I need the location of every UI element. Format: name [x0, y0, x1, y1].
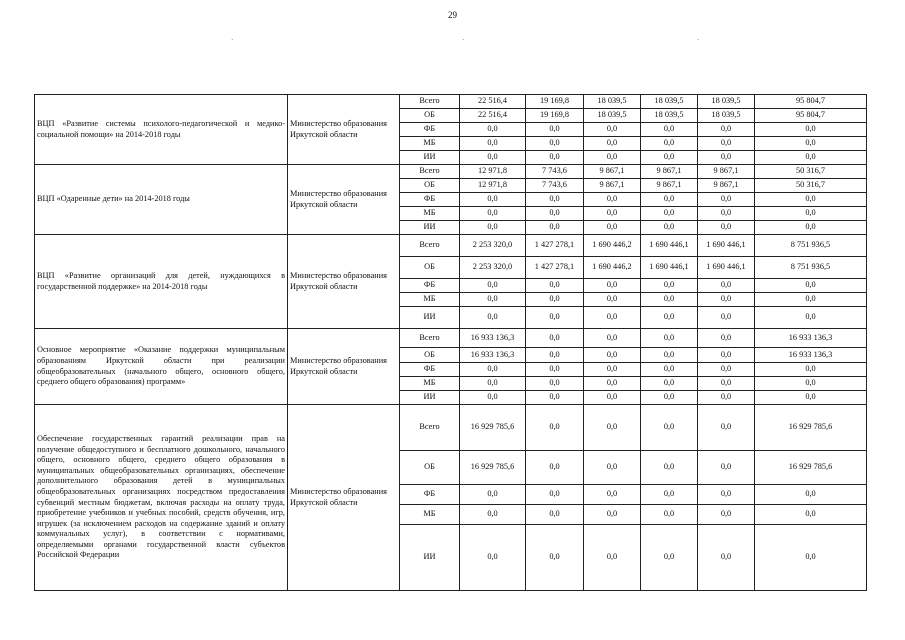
- table-row: [35, 165, 867, 179]
- year-value: 19 169,8: [526, 109, 584, 123]
- year-value: 0,0: [698, 377, 755, 391]
- year-value: 0,0: [526, 348, 584, 363]
- year-value: 22 516,4: [460, 95, 526, 109]
- total-value: 8 751 936,5: [755, 235, 867, 257]
- table-row: [35, 329, 867, 348]
- year-value: 0,0: [641, 451, 698, 485]
- year-value: 0,0: [526, 525, 584, 591]
- year-value: 0,0: [641, 151, 698, 165]
- funding-source: ОБ: [400, 257, 460, 279]
- year-value: 0,0: [584, 348, 641, 363]
- year-value: 19 169,8: [526, 95, 584, 109]
- year-value: 0,0: [584, 207, 641, 221]
- total-value: 0,0: [755, 221, 867, 235]
- total-value: 16 933 136,3: [755, 329, 867, 348]
- year-value: 18 039,5: [584, 95, 641, 109]
- total-value: 50 316,7: [755, 165, 867, 179]
- year-value: 18 039,5: [584, 109, 641, 123]
- year-value: 0,0: [641, 363, 698, 377]
- year-value: 1 690 446,2: [584, 235, 641, 257]
- funding-source: ФБ: [400, 485, 460, 505]
- year-value: 0,0: [698, 193, 755, 207]
- year-value: 0,0: [698, 405, 755, 451]
- year-value: 18 039,5: [698, 95, 755, 109]
- year-value: 0,0: [641, 485, 698, 505]
- year-value: 0,0: [641, 525, 698, 591]
- year-value: 12 971,8: [460, 179, 526, 193]
- year-value: 0,0: [460, 485, 526, 505]
- year-value: 0,0: [641, 193, 698, 207]
- total-value: 0,0: [755, 525, 867, 591]
- year-value: 0,0: [641, 137, 698, 151]
- total-value: 95 804,7: [755, 109, 867, 123]
- year-value: 0,0: [698, 391, 755, 405]
- year-value: 1 690 446,1: [698, 235, 755, 257]
- funding-source: ИИ: [400, 151, 460, 165]
- total-value: 16 929 785,6: [755, 451, 867, 485]
- total-value: 0,0: [755, 391, 867, 405]
- year-value: 0,0: [460, 207, 526, 221]
- funding-source: Всего: [400, 329, 460, 348]
- total-value: 0,0: [755, 505, 867, 525]
- total-value: 0,0: [755, 377, 867, 391]
- year-value: 0,0: [584, 193, 641, 207]
- funding-source: ФБ: [400, 123, 460, 137]
- year-value: 0,0: [698, 221, 755, 235]
- year-value: 16 933 136,3: [460, 348, 526, 363]
- scan-dot: ·: [462, 36, 465, 44]
- year-value: 0,0: [526, 405, 584, 451]
- funding-source: ОБ: [400, 348, 460, 363]
- total-value: 0,0: [755, 485, 867, 505]
- total-value: 0,0: [755, 363, 867, 377]
- year-value: 0,0: [526, 363, 584, 377]
- funding-source: МБ: [400, 137, 460, 151]
- year-value: 0,0: [584, 293, 641, 307]
- year-value: 0,0: [641, 123, 698, 137]
- total-value: 0,0: [755, 123, 867, 137]
- year-value: 0,0: [460, 123, 526, 137]
- year-value: 0,0: [584, 221, 641, 235]
- year-value: 0,0: [526, 505, 584, 525]
- year-value: 0,0: [641, 348, 698, 363]
- year-value: 0,0: [460, 193, 526, 207]
- year-value: 0,0: [698, 293, 755, 307]
- year-value: 0,0: [460, 525, 526, 591]
- year-value: 16 933 136,3: [460, 329, 526, 348]
- funding-source: МБ: [400, 293, 460, 307]
- year-value: 0,0: [584, 505, 641, 525]
- year-value: 12 971,8: [460, 165, 526, 179]
- year-value: 0,0: [460, 137, 526, 151]
- year-value: 0,0: [584, 451, 641, 485]
- year-value: 9 867,1: [698, 165, 755, 179]
- responsible-ministry: Министерство образования Иркутской области: [288, 235, 400, 329]
- table-row: [35, 95, 867, 109]
- year-value: 16 929 785,6: [460, 405, 526, 451]
- year-value: 2 253 320,0: [460, 235, 526, 257]
- total-value: 50 316,7: [755, 179, 867, 193]
- responsible-ministry: Министерство образования Иркутской области: [288, 329, 400, 405]
- responsible-ministry: Министерство образования Иркутской области: [288, 95, 400, 165]
- year-value: 0,0: [526, 193, 584, 207]
- program-name: Обеспечение государственных гарантий реализации прав на получение общедоступного и бесплатного дошкольного, начального общего, основного общего, среднего общего образования в муниципальных общеобразовательных организациях, обеспечение дополнительного образования детей в муниципальных общеобразовательных организациях посредством предоставления субвенций местным бюджетам, включая расходы на оплату труда, приобретение учебников и учебных пособий, средств обучения, игр, игрушек (за исключением расходов на содержание зданий и оплату коммунальных услуг), в соответствии с нормативами, определяемыми органами государственной власти субъектов Российской Федерации: [35, 405, 288, 591]
- year-value: 0,0: [526, 485, 584, 505]
- year-value: 9 867,1: [641, 179, 698, 193]
- funding-source: Всего: [400, 165, 460, 179]
- year-value: 0,0: [641, 221, 698, 235]
- year-value: 2 253 320,0: [460, 257, 526, 279]
- year-value: 0,0: [584, 485, 641, 505]
- year-value: 0,0: [526, 391, 584, 405]
- year-value: 0,0: [460, 377, 526, 391]
- scan-dot: ·: [231, 36, 234, 44]
- funding-source: ИИ: [400, 391, 460, 405]
- year-value: 0,0: [460, 279, 526, 293]
- year-value: 7 743,6: [526, 165, 584, 179]
- year-value: 16 929 785,6: [460, 451, 526, 485]
- year-value: 1 427 278,1: [526, 235, 584, 257]
- funding-source: ИИ: [400, 221, 460, 235]
- year-value: 9 867,1: [641, 165, 698, 179]
- year-value: 0,0: [584, 377, 641, 391]
- year-value: 0,0: [698, 363, 755, 377]
- year-value: 0,0: [641, 391, 698, 405]
- year-value: 0,0: [641, 279, 698, 293]
- total-value: 0,0: [755, 293, 867, 307]
- funding-source: ОБ: [400, 109, 460, 123]
- year-value: 0,0: [526, 451, 584, 485]
- year-value: 0,0: [641, 405, 698, 451]
- year-value: 0,0: [698, 485, 755, 505]
- year-value: 0,0: [698, 329, 755, 348]
- program-name: ВЦП «Одаренные дети» на 2014-2018 годы: [35, 165, 288, 235]
- year-value: 0,0: [526, 293, 584, 307]
- total-value: 0,0: [755, 307, 867, 329]
- year-value: 0,0: [584, 329, 641, 348]
- year-value: 0,0: [698, 505, 755, 525]
- funding-source: Всего: [400, 235, 460, 257]
- year-value: 0,0: [641, 307, 698, 329]
- year-value: 0,0: [584, 525, 641, 591]
- total-value: 0,0: [755, 207, 867, 221]
- year-value: 9 867,1: [698, 179, 755, 193]
- funding-source: Всего: [400, 95, 460, 109]
- year-value: 0,0: [526, 221, 584, 235]
- year-value: 0,0: [526, 329, 584, 348]
- year-value: 0,0: [698, 151, 755, 165]
- total-value: 0,0: [755, 279, 867, 293]
- total-value: 16 933 136,3: [755, 348, 867, 363]
- year-value: 0,0: [698, 123, 755, 137]
- responsible-ministry: Министерство образования Иркутской области: [288, 165, 400, 235]
- year-value: 1 427 278,1: [526, 257, 584, 279]
- year-value: 0,0: [526, 123, 584, 137]
- year-value: 0,0: [641, 207, 698, 221]
- funding-source: ФБ: [400, 193, 460, 207]
- year-value: 1 690 446,1: [698, 257, 755, 279]
- funding-source: ФБ: [400, 363, 460, 377]
- year-value: 0,0: [526, 279, 584, 293]
- year-value: 7 743,6: [526, 179, 584, 193]
- year-value: 9 867,1: [584, 165, 641, 179]
- year-value: 1 690 446,1: [641, 257, 698, 279]
- year-value: 0,0: [526, 377, 584, 391]
- year-value: 9 867,1: [584, 179, 641, 193]
- total-value: 95 804,7: [755, 95, 867, 109]
- funding-table: [34, 94, 867, 591]
- year-value: 0,0: [584, 307, 641, 329]
- table-row: [35, 235, 867, 257]
- program-name: ВЦП «Развитие системы психолого-педагогической и медико-социальной помощи» на 2014-2018 годы: [35, 95, 288, 165]
- year-value: 0,0: [698, 137, 755, 151]
- year-value: 22 516,4: [460, 109, 526, 123]
- year-value: 0,0: [460, 221, 526, 235]
- year-value: 1 690 446,1: [641, 235, 698, 257]
- year-value: 1 690 446,2: [584, 257, 641, 279]
- total-value: 0,0: [755, 151, 867, 165]
- year-value: 0,0: [698, 525, 755, 591]
- year-value: 0,0: [698, 207, 755, 221]
- year-value: 0,0: [698, 451, 755, 485]
- funding-source: МБ: [400, 377, 460, 391]
- year-value: 18 039,5: [641, 95, 698, 109]
- year-value: 0,0: [641, 293, 698, 307]
- year-value: 0,0: [460, 505, 526, 525]
- funding-source: ИИ: [400, 525, 460, 591]
- funding-source: ОБ: [400, 179, 460, 193]
- year-value: 0,0: [584, 363, 641, 377]
- year-value: 0,0: [698, 307, 755, 329]
- year-value: 0,0: [698, 348, 755, 363]
- year-value: 0,0: [460, 363, 526, 377]
- funding-source: МБ: [400, 207, 460, 221]
- total-value: 8 751 936,5: [755, 257, 867, 279]
- total-value: 0,0: [755, 137, 867, 151]
- scan-dot: ·: [697, 36, 700, 44]
- year-value: 0,0: [584, 151, 641, 165]
- year-value: 0,0: [641, 329, 698, 348]
- year-value: 0,0: [641, 377, 698, 391]
- year-value: 0,0: [460, 293, 526, 307]
- funding-source: ИИ: [400, 307, 460, 329]
- year-value: 0,0: [584, 279, 641, 293]
- year-value: 0,0: [460, 307, 526, 329]
- year-value: 0,0: [584, 123, 641, 137]
- year-value: 0,0: [460, 391, 526, 405]
- total-value: 16 929 785,6: [755, 405, 867, 451]
- year-value: 0,0: [584, 391, 641, 405]
- year-value: 0,0: [584, 405, 641, 451]
- page-number: 29: [448, 10, 457, 20]
- program-name: Основное мероприятие «Оказание поддержки муниципальным образованиям Иркутской области при реализации общеобразовательных (начального общего, основного общего, среднего общего образования) программ»: [35, 329, 288, 405]
- year-value: 0,0: [526, 151, 584, 165]
- year-value: 0,0: [584, 137, 641, 151]
- year-value: 0,0: [460, 151, 526, 165]
- year-value: 0,0: [526, 137, 584, 151]
- funding-source: ФБ: [400, 279, 460, 293]
- funding-source: Всего: [400, 405, 460, 451]
- total-value: 0,0: [755, 193, 867, 207]
- year-value: 18 039,5: [641, 109, 698, 123]
- table-row: [35, 405, 867, 451]
- funding-source: ОБ: [400, 451, 460, 485]
- year-value: 0,0: [526, 307, 584, 329]
- funding-source: МБ: [400, 505, 460, 525]
- program-name: ВЦП «Развитие организаций для детей, нуждающихся в государственной поддержке» на 2014-2018 годы: [35, 235, 288, 329]
- year-value: 18 039,5: [698, 109, 755, 123]
- year-value: 0,0: [526, 207, 584, 221]
- year-value: 0,0: [641, 505, 698, 525]
- year-value: 0,0: [698, 279, 755, 293]
- responsible-ministry: Министерство образования Иркутской области: [288, 405, 400, 591]
